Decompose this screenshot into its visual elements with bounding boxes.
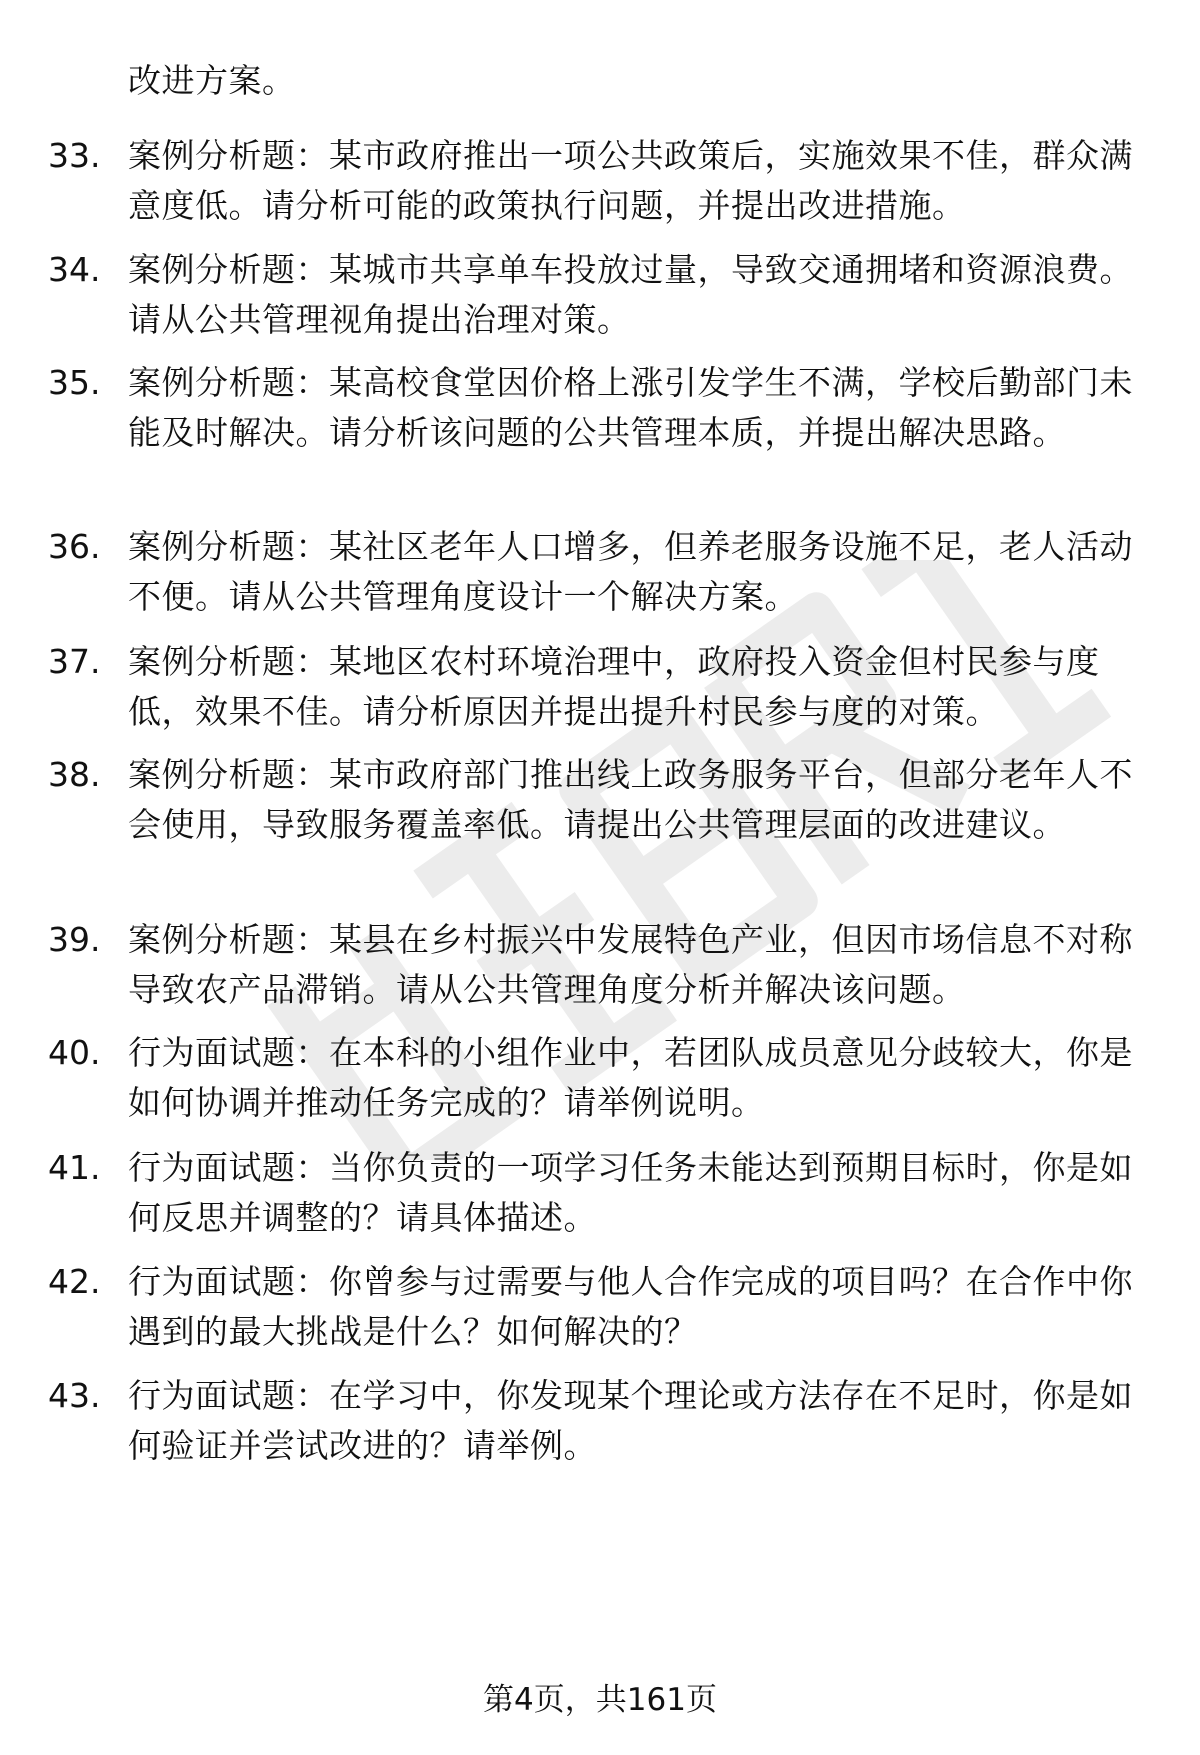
question-item xyxy=(48,358,1138,458)
question-item xyxy=(48,915,1138,1015)
question-number: 36. xyxy=(48,527,101,566)
question-item xyxy=(48,637,1138,737)
question-number: 33. xyxy=(48,136,101,175)
question-number: 34. xyxy=(48,250,101,289)
question-number: 39. xyxy=(48,920,101,959)
question-text: 行为面试题：在本科的小组作业中，若团队成员意见分歧较大，你是如何协调并推动任务完成的？请举例说明。 xyxy=(128,1033,1133,1122)
question-text: 案例分析题：某社区老年人口增多，但养老服务设施不足，老人活动不便。请从公共管理角度设计一个解决方案。 xyxy=(128,527,1133,616)
question-item xyxy=(48,131,1138,231)
question-text: 行为面试题：在学习中，你发现某个理论或方法存在不足时，你是如何验证并尝试改进的？请举例。 xyxy=(128,1376,1133,1465)
question-item xyxy=(48,1257,1138,1357)
question-number: 37. xyxy=(48,642,101,681)
question-text: 案例分析题：某市政府推出一项公共政策后，实施效果不佳，群众满意度低。请分析可能的政策执行问题，并提出改进措施。 xyxy=(128,136,1133,225)
page-footer: 第4页，共161页 xyxy=(483,1682,717,1718)
question-item xyxy=(48,245,1138,345)
question-number: 42. xyxy=(48,1262,101,1301)
question-text: 行为面试题：你曾参与过需要与他人合作完成的项目吗？在合作中你遇到的最大挑战是什么？如何解决的？ xyxy=(128,1262,1133,1351)
question-item xyxy=(48,1143,1138,1243)
question-item xyxy=(48,750,1138,850)
question-number: 38. xyxy=(48,755,101,794)
question-number: 40. xyxy=(48,1033,101,1072)
question-item xyxy=(48,1371,1138,1471)
question-number: 43. xyxy=(48,1376,101,1415)
question-item xyxy=(48,522,1138,622)
question-text: 案例分析题：某县在乡村振兴中发展特色产业，但因市场信息不对称导致农产品滞销。请从公共管理角度分析并解决该问题。 xyxy=(128,920,1133,1009)
question-text: 案例分析题：某地区农村环境治理中，政府投入资金但村民参与度低，效果不佳。请分析原因并提出提升村民参与度的对策。 xyxy=(128,642,1100,731)
question-number: 41. xyxy=(48,1148,101,1187)
question-text: 案例分析题：某市政府部门推出线上政务服务平台，但部分老年人不会使用，导致服务覆盖率低。请提出公共管理层面的改进建议。 xyxy=(128,755,1133,844)
question-text: 案例分析题：某城市共享单车投放过量，导致交通拥堵和资源浪费。请从公共管理视角提出治理对策。 xyxy=(128,250,1133,339)
question-item xyxy=(48,1028,1138,1128)
question-number: 35. xyxy=(48,363,101,402)
question-text: 案例分析题：某高校食堂因价格上涨引发学生不满，学校后勤部门未能及时解决。请分析该问题的公共管理本质，并提出解决思路。 xyxy=(128,363,1133,452)
question-text: 行为面试题：当你负责的一项学习任务未能达到预期目标时，你是如何反思并调整的？请具体描述。 xyxy=(128,1148,1133,1237)
continued-text: 改进方案。 xyxy=(128,61,296,100)
